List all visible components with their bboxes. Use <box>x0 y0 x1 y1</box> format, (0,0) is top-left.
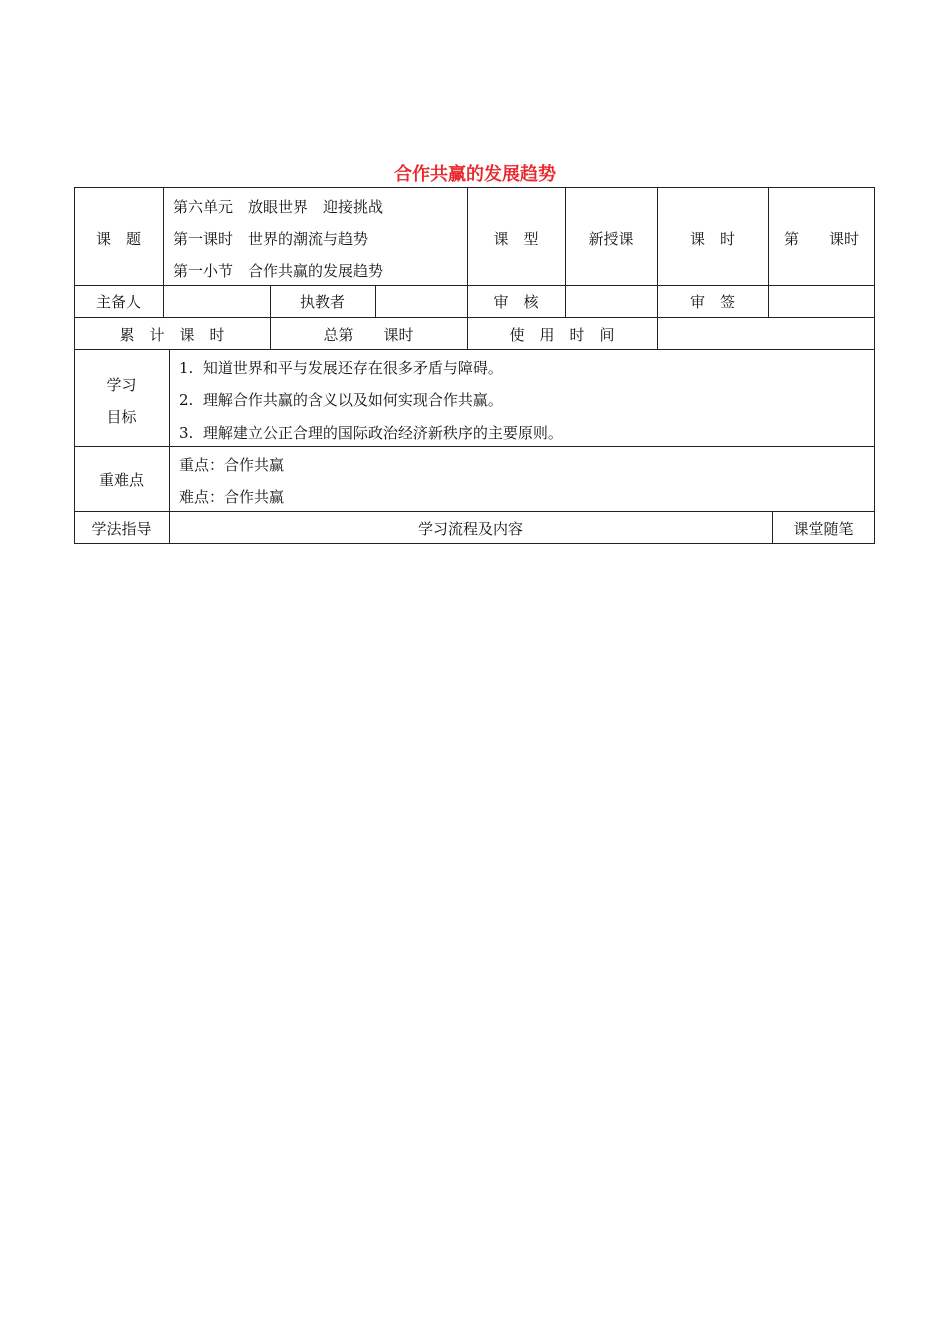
cumulative-hours-label: 累 计 课 时 <box>119 326 225 344</box>
row-divider <box>74 511 875 512</box>
document-title: 合作共赢的发展趋势 <box>394 164 556 185</box>
objectives-label: 目标 <box>106 408 137 426</box>
row-divider <box>74 446 875 447</box>
col-divider <box>169 349 170 544</box>
row-divider <box>74 317 875 318</box>
col-divider <box>163 285 164 317</box>
lesson-type-value: 新授课 <box>588 230 634 248</box>
col-divider <box>375 285 376 317</box>
topic-section: 第一小节 合作共赢的发展趋势 <box>173 262 384 280</box>
sign-label: 审 签 <box>689 293 735 311</box>
class-hours-label: 课 时 <box>689 230 735 248</box>
objectives-label: 学习 <box>106 376 137 394</box>
class-notes-label: 课堂随笔 <box>793 520 854 538</box>
difficult-point: 难点：合作共赢 <box>179 488 285 506</box>
col-divider <box>768 285 769 317</box>
usage-time-label: 使 用 时 间 <box>509 326 615 344</box>
objective-item: 3. 理解建立公正合理的国际政治经济新秩序的主要原则。 <box>179 424 563 442</box>
topic-unit: 第六单元 放眼世界 迎接挑战 <box>173 198 384 216</box>
key-points-label: 重难点 <box>98 471 144 489</box>
total-hours-label: 总第 课时 <box>323 326 414 344</box>
objective-item: 2. 理解合作共赢的含义以及如何实现合作共赢。 <box>179 391 503 409</box>
row-divider <box>74 285 875 286</box>
objective-item: 1. 知道世界和平与发展还存在很多矛盾与障碍。 <box>179 359 503 377</box>
study-method-label: 学法指导 <box>91 520 152 538</box>
review-label: 审 核 <box>493 293 539 311</box>
topic-label: 课 题 <box>95 230 141 248</box>
teacher-label: 执教者 <box>299 293 345 311</box>
learning-process-label: 学习流程及内容 <box>417 520 523 538</box>
col-divider <box>657 317 658 349</box>
col-divider <box>565 285 566 317</box>
important-point: 重点：合作共赢 <box>179 456 285 474</box>
preparer-label: 主备人 <box>95 293 141 311</box>
class-hours-value: 第 课时 <box>783 230 859 248</box>
col-divider <box>163 187 164 285</box>
lesson-type-label: 课 型 <box>493 230 539 248</box>
row-divider <box>74 349 875 350</box>
topic-lesson: 第一课时 世界的潮流与趋势 <box>173 230 369 248</box>
